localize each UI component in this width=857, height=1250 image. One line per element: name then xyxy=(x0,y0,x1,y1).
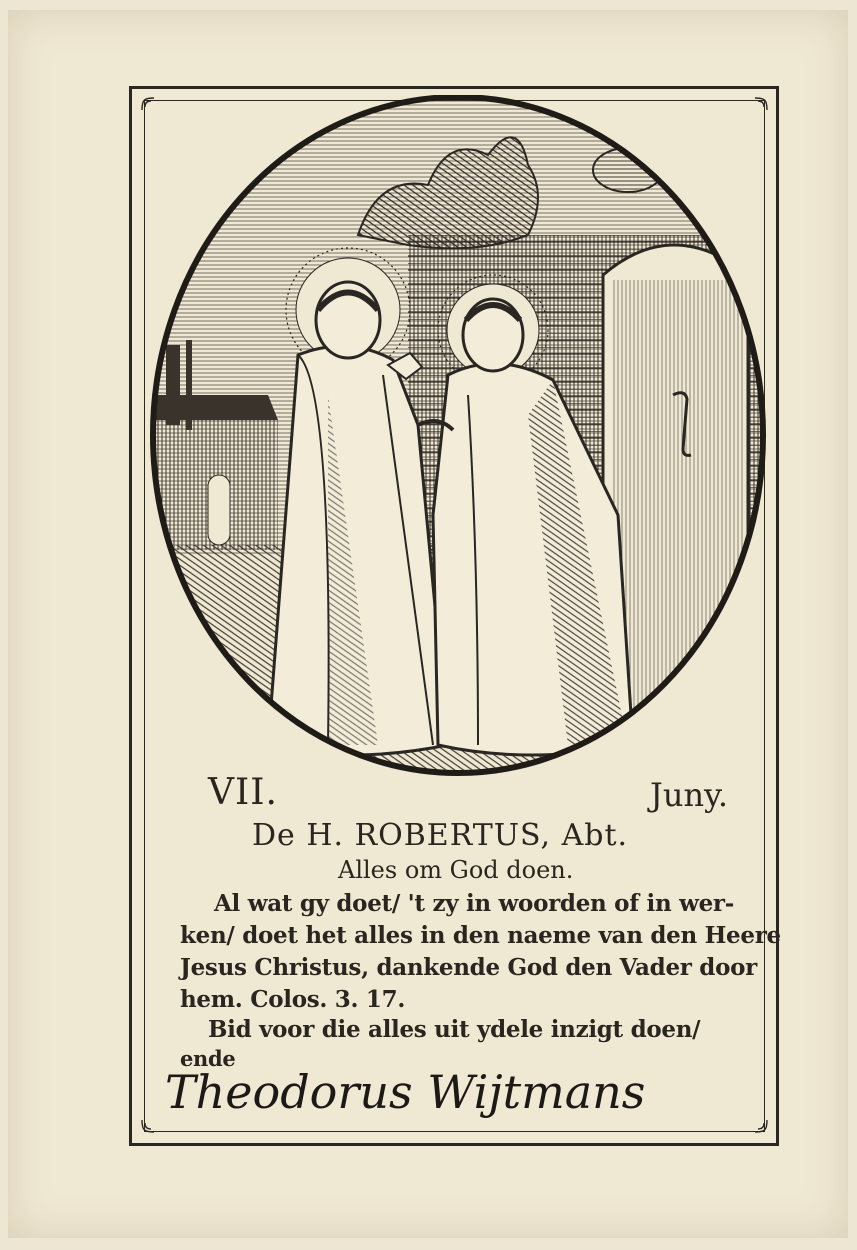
verse-line: Jesus Christus, dankende God den Vader door xyxy=(180,954,757,981)
month-label: Juny. xyxy=(650,776,729,814)
motto: Alles om God doen. xyxy=(338,856,574,884)
signature-text: Theodorus Wijtmans xyxy=(165,1065,646,1119)
handwritten-signature xyxy=(165,1050,795,1140)
corner-ornament-bottom-left xyxy=(140,1118,156,1134)
verse-line: ende xyxy=(180,1046,236,1071)
verse-line: Al wat gy doet/ 't zy in woorden of in wer- xyxy=(214,890,734,917)
engraved-medallion xyxy=(148,95,768,780)
verse-line: Bid voor die alles uit ydele inzigt doen/ xyxy=(208,1016,701,1043)
saint-name: De H. ROBERTUS, Abt. xyxy=(252,818,629,853)
day-number: VII. xyxy=(208,772,278,813)
verse-line: hem. Colos. 3. 17. xyxy=(180,986,406,1013)
verse-line: ken/ doet het alles in den naeme van den Heere xyxy=(180,922,781,949)
